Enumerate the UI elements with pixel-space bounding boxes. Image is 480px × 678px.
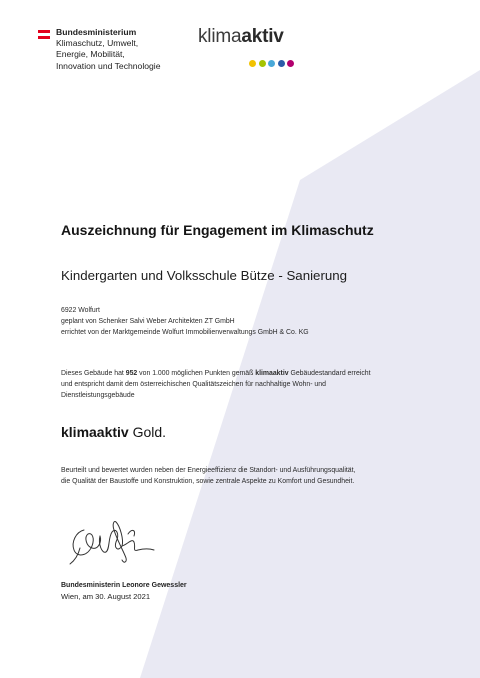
place-and-date: Wien, am 30. August 2021	[61, 592, 151, 601]
ministry-line-1: Bundesministerium	[56, 27, 137, 37]
logo-wordmark: klimaaktiv	[198, 26, 284, 47]
handwritten-signature	[62, 512, 162, 570]
logo-dot-4	[278, 60, 285, 67]
ministry-line-3: Energie, Mobilität,	[56, 49, 125, 60]
assessment-text	[61, 465, 355, 487]
logo-dot-2	[259, 60, 266, 67]
signer-name: Bundesministerin Leonore Gewessler	[61, 582, 187, 589]
austrian-flag-icon	[38, 30, 50, 39]
signer-block	[61, 580, 187, 602]
award-level: klimaaktiv Gold.	[61, 424, 167, 440]
ministry-line-4: Innovation und Technologie	[56, 60, 161, 71]
assessment-line-2: die Qualität der Baustoffe und Konstruktion, sowie zentrale Aspekte zu Komfort und Gesundheit.	[61, 478, 355, 485]
project-name: Kindergarten und Volksschule Bütze - Sanierung	[61, 268, 348, 283]
certificate-title: Auszeichnung für Engagement im Klimaschutz	[61, 222, 374, 238]
logo-dot-5	[287, 60, 294, 67]
logo-dot-1	[249, 60, 256, 67]
score-line-2: und entspricht damit dem österreichischen Qualitätszeichen für nachhaltige Wohn- und	[61, 381, 326, 388]
project-details	[61, 305, 309, 338]
project-planner: geplant von Schenker Salvi Weber Architekten ZT GmbH	[61, 318, 235, 325]
ministry-line-2: Klimaschutz, Umwelt,	[56, 38, 139, 49]
score-line-3: Dienstleistungsgebäude	[61, 392, 135, 399]
logo-dots	[249, 54, 297, 62]
score-description	[61, 368, 371, 401]
score-points: 952	[125, 370, 138, 377]
assessment-line-1: Beurteilt und bewertet wurden neben der Energieeffizienz die Standort- und Ausführungsqualität,	[61, 467, 356, 474]
project-location: 6922 Wolfurt	[61, 307, 100, 314]
logo-dot-3	[268, 60, 275, 67]
klimaaktiv-logo	[198, 26, 318, 66]
project-builder: errichtet von der Marktgemeinde Wolfurt Immobilienverwaltungs GmbH & Co. KG	[61, 329, 309, 336]
score-line-1: Dieses Gebäude hat 952 von 1.000 möglichen Punkten gemäß klimaaktiv Gebäudestandard erreicht	[61, 370, 371, 377]
